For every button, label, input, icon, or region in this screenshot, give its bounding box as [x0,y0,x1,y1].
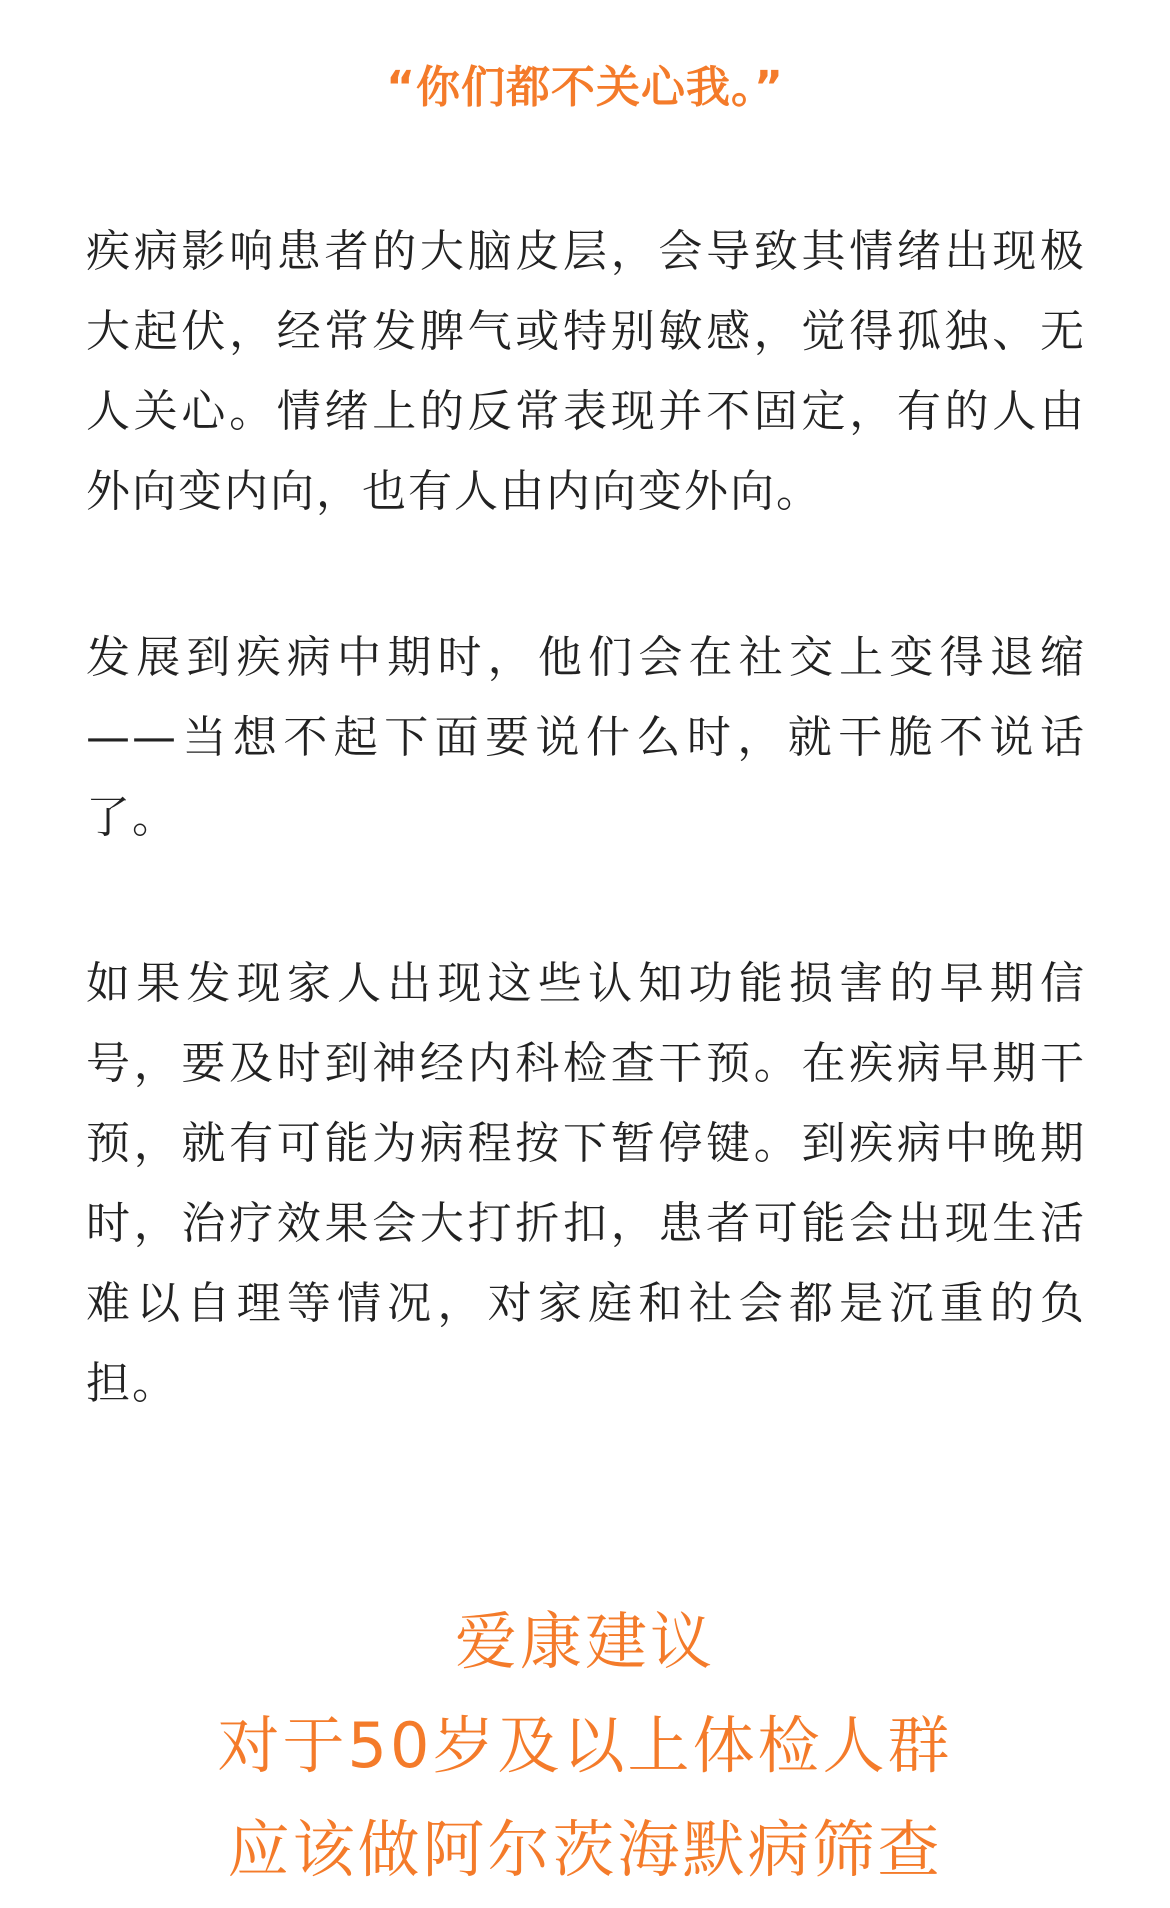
paragraph-social-withdrawal: 发展到疾病中期时，他们会在社交上变得退缩——当想不起下面要说什么时，就干脆不说话了。 [86,632,1086,843]
paragraph-early-intervention: 如果发现家人出现这些认知功能损害的早期信号，要及时到神经内科检查干预。在疾病早期干预，就有可能为病程按下暂停键。到疾病中晚期时，治疗效果会大打折扣，患者可能会出现生活难以自理等情况，对家庭和社会都是沉重的负担。 [86,958,1086,1409]
paragraph-emotional-changes: 疾病影响患者的大脑皮层，会导致其情绪出现极大起伏，经常发脾气或特别敏感，觉得孤独、无人关心。情绪上的反常表现并不固定，有的人由外向变内向，也有人由内向变外向。 [86,226,1086,517]
advice-line-target-group: 对于50岁及以上体检人群 [217,1709,953,1782]
advice-line-screening: 应该做阿尔茨海默病筛查 [227,1813,943,1886]
advice-block [0,1590,1170,1902]
advice-heading: 爱康建议 [454,1605,715,1678]
quote-heading: “你们都不关心我。” [386,62,784,113]
